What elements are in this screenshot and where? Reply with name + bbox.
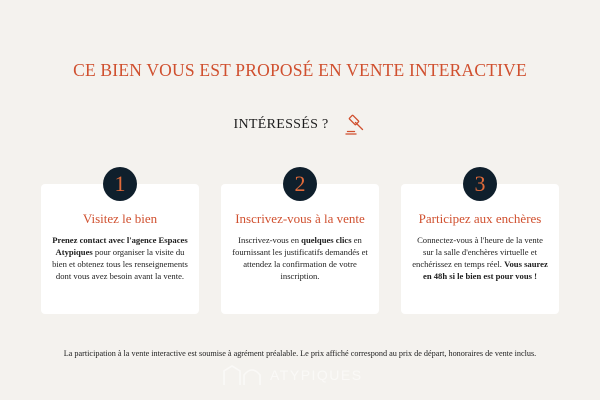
subtitle: INTÉRESSÉS ? [233, 117, 329, 132]
step-card-bid [401, 184, 559, 314]
step-description [231, 234, 369, 282]
step-title: Inscrivez-vous à la vente [235, 211, 365, 226]
bold-text: Prenez contact avec l'agence Espaces Atypiques [52, 235, 188, 257]
body-text: Inscrivez-vous en [238, 235, 302, 245]
body-text: pour organiser la visite du bien et obtenez tous les renseignements dont vous avez besoin avant la vente. [52, 247, 188, 281]
logo-mark-icon [222, 363, 262, 387]
step-title: Participez aux enchères [418, 211, 542, 226]
bold-text: Vous saurez en 48h si le bien est pour vous ! [423, 259, 548, 281]
step-description [411, 234, 549, 282]
watermark-logo [222, 360, 363, 390]
disclaimer-text: La participation à la vente interactive est soumise à agrément préalable. Le prix affiché correspond au prix de départ, honoraires de vente inclus. [63, 349, 537, 358]
watermark-text: ATYPIQUES [270, 367, 363, 383]
gavel-icon [343, 113, 367, 137]
bold-text: quelques clics [301, 235, 352, 245]
page-title: CE BIEN VOUS EST PROPOSÉ EN VENTE INTERACTIVE [73, 60, 527, 80]
step-description [51, 234, 189, 282]
step-card-visit [41, 184, 199, 314]
step-title: Visitez le bien [82, 211, 158, 226]
body-text: Connectez-vous à l'heure de la vente sur la salle d'enchères virtuelle et enchérissez en temps réel. [412, 235, 543, 269]
step-number-badge: 1 [103, 167, 137, 201]
body-text: en fournissant les justificatifs demandés et attendez la confirmation de votre inscription. [232, 235, 368, 281]
step-number-badge: 2 [283, 167, 317, 201]
subtitle-row [0, 112, 600, 138]
step-card-register [221, 184, 379, 314]
step-number-badge: 3 [463, 167, 497, 201]
